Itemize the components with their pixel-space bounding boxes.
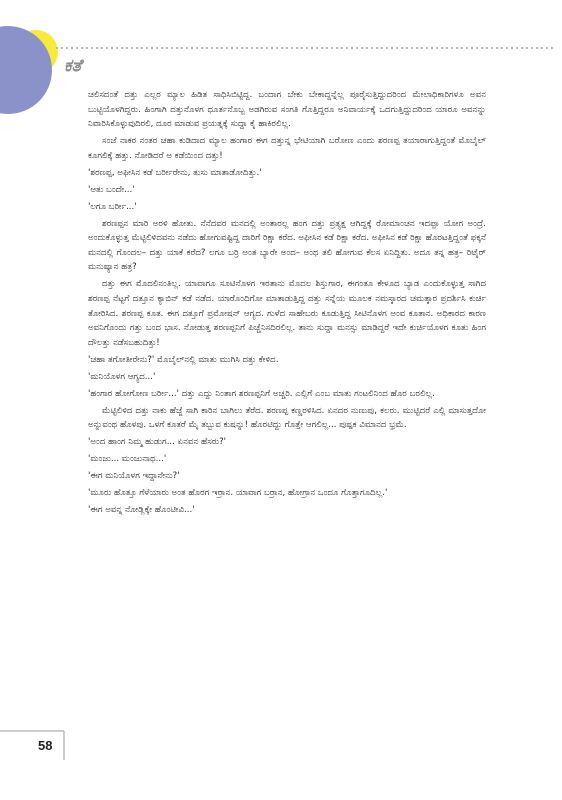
dialogue-line: 'ಮಂಜು... ಮಂಜುನಾಥ...' (88, 454, 167, 465)
dialogue-line: 'ಮೂರು ಹೊತ್ತೂ ಗೆಳೆಯಾರು ಅಂತ ಹೊರಗ ಇರ್ರಾನ. ಯಾವಾಗ ಬರ್ರಾನ, ಹೋಗ್ರಾನ ಒಂದೂ ಗೊತ್ತಾಗೂದಿಲ್ಲ.' (88, 488, 388, 499)
paragraph: ಸಂಜೆ ನಾಕರ ನಂತರ ಚಹಾ ಕುಡಿದಾದ ಮ್ಯಾಲ ಹಂಗಾರ ಈಗ ದತ್ತುನ್ನ ಭೇಟಿಯಾಗಿ ಬರೋಣ ಎಂದು ಶರಣಪ್ಪ ತಯಾರಾಗುತ್ತಿದ್ದಂತೆ ಮೊಬೈಲ್ ಕೂಗಲಿಕ್ಕೆ ಹತ್ತು. ನೋಡಿದರೆ ಅ ಕಡೆಯಿಂದ ದತ್ತು! (88, 136, 486, 161)
dialogue-line: 'ಲಗೂ ಬರ್ರೀ...' (88, 201, 137, 212)
dialogue-line: 'ಈಗ ಮನಿಯೊಳಗ ಇದ್ದಾನೇನು?' (88, 471, 180, 482)
story-body (88, 88, 486, 520)
dialogue-line: 'ಚಹಾ ತಗೋತೀರೇನು?' ಮೊಬೈಲ್‌ನಲ್ಲಿ ಮಾತು ಮುಗಿಸಿ ದತ್ತು ಕೇಳಿದ. (88, 354, 279, 365)
paragraph: ಮೆಟ್ಟಿಲಿಳಿದ ದತ್ತು ನಾಕು ಹೆಜ್ಜೆ ಸಾಗಿ ಕಾರಿನ ಬಾಗಿಲು ತೆರೆದ. ಶರಣಪ್ಪ ಕಣ್ಣರಳಿಸಿದ. ಏನದರ ನುಣುಪು, ಕಲರು. ಮುಟ್ಟಿದರೆ ಎಲ್ಲಿ ಮಾಸುತ್ತದೋ ಅನ್ನುವಂಥ ಹೊಳಪು. ಒಳಗೆ ಕೂತರೆ ಮೈ ತಬ್ಬುವ ಕುಷನ್ನು! ಹೊರಟಿದ್ದು ಗೊತ್ತೇ ಆಗಲಿಲ್ಲ... ಪುಷ್ಪಕ ವಿಮಾನದ ಭ್ರಮೆ. (88, 405, 486, 431)
dialogue-line: 'ಶರಣಪ್ಪ, ಅಫೀಸಿನ ಕಡೆ ಬರ್ರೀರೇನು, ತುಸು ಮಾತಾಡೋದಿತ್ತು.' (88, 167, 262, 178)
dialogue-line: 'ಈಗ ಅವನ್ನ ನೋಡ್ಲಿಕ್ಕೇ ಹೊಂಟೀವಿ...' (88, 505, 195, 516)
paragraph: ದತ್ತು ಈಗ ಮೊದಲಿನಂತಿಲ್ಲ. ಯಾವಾಗೂ ಸೂಟಿನೊಳಗ ಇರತಾನು ಮೊದಲ ಶಿಸ್ತುಗಾರ, ಈಗಂತೂ ಕೇಳೂದ ಬ್ಯಾಡ ಎಂದುಕೊಳ್ಳುತ್ತ ಸಾಗಿದ ಶರಣಪ್ಪ ನೆಟ್ಟಗೆ ದತ್ತೂನ ಕ್ಯಾಬಿನ್ ಕಡೆ ನಡೆದ. ಯಾರೊಂದಿಗೋ ಮಾತಾಡುತ್ತಿದ್ದ ದತ್ತು ಸನ್ನೆಯ ಮೂಲಕ ನಮಸ್ಕಾರದ ಚಮತ್ಕಾರ ಪ್ರದರ್ಶಿಸಿ ಕುರ್ಚಿ ತೋರಿಸಿದ. ಶರಣಪ್ಪ ಕೂತ. ಈಗ ದತ್ತೂಗೆ ಪ್ರಮೋಷನ್ ಆಗ್ಯದ. ಗುಳೆದ ಸಾಹೇಬರು ಕೂಡುತ್ತಿದ್ದ ಸೀಟಿನೊಳಗ ಅಂವ ಕೂತಾನ. ಅಧಿಕಾರದ ಕಾರಣ ಅವನಿಗೊಂದು ಗತ್ತು ಬಂದ ಭಾಸ. ನೋಡುತ್ತ ಶರಣಪ್ಪನಿಗೆ ಪಿಚ್ಚೆನಿಸದಿರಲಿಲ್ಲ. ತಾನು ಸುದ್ದಾ ಮನಸ್ಸು ಮಾಡಿದ್ದರೆ ಇದೇ ಕುರ್ಚಿಯೊಳಗ ಕೂತು ಹಿಂಗ ದೌಲತ್ತು ನಡೆಸಬಹುದಿತ್ತು! (88, 279, 486, 348)
dialogue-line: 'ಹಂಗಾರ ಹೋಗೋಣ ಬರ್ರೀ...' ದತ್ತು ಎದ್ದು ನಿಂತಾಗ ಶರಣಪ್ಪನಿಗೆ ಅಚ್ಚರಿ. ಎಲ್ಲಿಗೆ ಎಂಬ ಮಾತು ಗಂಟಲಿನಿಂದ ಹೊರ ಬರಲಿಲ್ಲ. (88, 388, 435, 399)
page-number: 58 (38, 738, 53, 753)
dialogue-line: 'ಆತು ಬಂದೇ...' (88, 184, 135, 195)
dialogue-line: 'ಅಂದ ಹಾಂಗ ನಿಮ್ಮ ಹುಡುಗ... ಏನವನ ಹೆಸರು?' (88, 437, 227, 448)
paragraph: ಶರಣಪ್ಪನ ಮಾರಿ ಅರಳಿ ಹೋತು. ನೆನೆದವರ ಮನದಲ್ಲಿ ಅಂತಾರಲ್ಲ ಹಂಗ ದತ್ತು ಪ್ರತ್ಯಕ್ಷ ಆಗಿದ್ದಕ್ಕೆ ರೋಮಾಂಚನ ಇದಪ್ಪಾ ಯೋಗ ಅಂದ್ರೆ. ಅಂದುಕೊಳ್ಳುತ್ತ ಮೆಟ್ಟಿಲಿಳಿದವನು ನಡೆದು ಹೋಗುವಷ್ಟಿದ್ದ ದಾರಿಗೆ ರಿಕ್ಷಾ ಕರೆದ. ಅಫೀಸಿನ ಕಡೆ ರಿಕ್ಷಾ ಕರೆದ. ಅಫೀಸಿನ ಕಡೆ ರಿಕ್ಷಾ ಹೊರಟತ್ತಿದ್ದಂತೆ ಫಕ್ಕನೆ ಮನದಲ್ಲಿ ಗೊಂದಲ– ದತ್ತು ಯಾಕೆ ಕರೆದ? ಲಗೂ ಬರ್ರಿ ಅಂತ ಬ್ಯಾರೇ ಅಂದ– ಅಂಥ ತಲಿ ಹೋಗುವ ಕೆಲಸ ಏನಿದ್ದಿತು. ಅದೂ ತನ್ನ ಹತ್ರ– ರಿಟೈರ್ ಮನುಷ್ಯಾನ ಹತ್ರ? (88, 218, 486, 273)
section-label: ಕತೆ (64, 56, 82, 76)
dialogue-line: 'ಮನಿಯೊಳಗ ಆಗ್ಯದ...' (88, 371, 156, 382)
paragraph: ಚಲಿಸದಂತೆ ದತ್ತು ಎಲ್ಲರ ಮ್ಯಾಲ ಹಿಡಿತ ಸಾಧಿಸಿಬಿಟ್ಟಿದ್ದ. ಬಂದಾಗ ಬೇಕು ಬೇಕಾದ್ದನ್ನೆಲ್ಲ ಪೂರೈಸುತ್ತಿದ್ದುದರಿಂದ ಮೇಲಾಧಿಕಾರಿಗಳೂ ಅವನ ಬುಟ್ಟಿಯೊಳಗಿದ್ದರು. ಹಿಂಗಾಗಿ ದತ್ತುನೊಳಗ ಧೂರ್ತನೊಬ್ಬ ಅಡಗಿರುವ ಸಂಗತಿ ಗೊತ್ತಿದ್ದರೂ ಅನಿವಾರ್ಯಕ್ಕೆ ಒದಗುತ್ತಿದ್ದುದರಿಂದ ಯಾರೂ ಅವನನ್ನು ನಿವಾರಿಸಿಕೊಳ್ಳುವುದಿರಲಿ, ದೂರ ಮಾಡುವ ಪ್ರಯತ್ನಕ್ಕೆ ಸುದ್ದಾ ಕೈ ಹಾಕಿರಲಿಲ್ಲ. (88, 90, 486, 130)
